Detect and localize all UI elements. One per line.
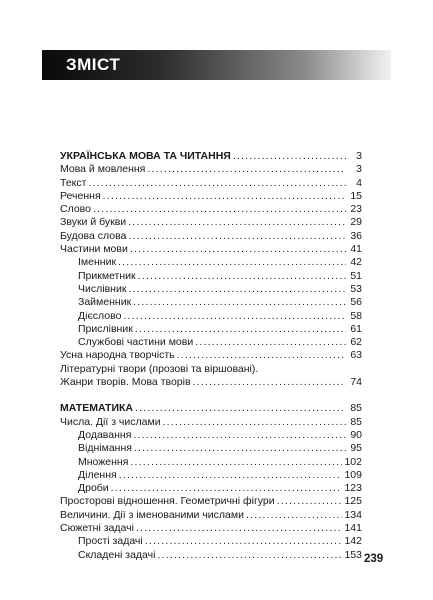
toc-entry-title: УКРАЇНСЬКА МОВА ТА ЧИТАННЯ bbox=[60, 150, 231, 162]
toc-entry-title: Звуки й букви bbox=[60, 216, 127, 229]
toc-dot-leader bbox=[136, 522, 343, 535]
toc-entry-page: 4 bbox=[356, 176, 362, 189]
toc-entry-page: 153 bbox=[344, 548, 362, 561]
toc-dot-leader bbox=[145, 535, 343, 548]
toc-dot-leader bbox=[103, 190, 346, 203]
toc-entry-title: Займенник bbox=[78, 296, 132, 309]
toc-entry bbox=[60, 442, 362, 455]
toc-entry bbox=[60, 482, 362, 495]
toc-entry-title: Числівник bbox=[78, 282, 127, 295]
toc-entry bbox=[60, 283, 362, 296]
toc-dot-leader bbox=[134, 442, 346, 455]
toc-entry-title: Числа. Дії з числами bbox=[60, 415, 161, 428]
toc-entry bbox=[60, 349, 362, 362]
toc-entry-page: 62 bbox=[350, 336, 362, 349]
table-of-contents bbox=[60, 150, 362, 562]
toc-dot-leader bbox=[128, 230, 346, 243]
toc-entry bbox=[60, 456, 362, 469]
toc-dot-leader bbox=[88, 177, 346, 190]
toc-entry bbox=[60, 323, 362, 336]
toc-entry-title: Слово bbox=[60, 203, 91, 216]
toc-entry bbox=[60, 402, 362, 415]
toc-entry-page: 141 bbox=[344, 522, 362, 535]
toc-entry bbox=[60, 177, 362, 190]
toc-dot-leader bbox=[123, 310, 346, 323]
toc-dot-leader bbox=[193, 376, 346, 389]
toc-entry-page: 95 bbox=[350, 442, 362, 455]
toc-entry-title: Частини мови bbox=[60, 243, 128, 256]
toc-entry-page: 29 bbox=[350, 216, 362, 229]
toc-entry bbox=[60, 230, 362, 243]
toc-dot-leader bbox=[111, 482, 343, 495]
toc-entry-title: Величини. Дії з іменованими числами bbox=[60, 508, 244, 521]
toc-entry-page: 41 bbox=[350, 243, 362, 256]
toc-dot-leader bbox=[130, 243, 346, 256]
toc-entry-title: Іменник bbox=[78, 256, 117, 269]
toc-entry-page: 61 bbox=[350, 322, 362, 335]
toc-entry bbox=[60, 216, 362, 229]
toc-entry-title: Текст bbox=[60, 176, 87, 189]
toc-entry-page: 3 bbox=[356, 150, 362, 162]
toc-dot-leader bbox=[177, 349, 346, 362]
toc-dot-leader bbox=[133, 429, 346, 442]
toc-entry-page: 134 bbox=[344, 508, 362, 521]
toc-entry-title: Дроби bbox=[78, 482, 109, 495]
toc-entry-page: 42 bbox=[350, 256, 362, 269]
toc-entry bbox=[60, 163, 362, 176]
page-number: 239 bbox=[364, 553, 384, 565]
toc-entry-title: Прикметник bbox=[78, 269, 136, 282]
toc-entry bbox=[60, 296, 362, 309]
toc-entry-title: Службові частини мови bbox=[78, 336, 194, 349]
toc-entry-page: 85 bbox=[350, 415, 362, 428]
toc-dot-leader bbox=[119, 469, 343, 482]
toc-entry-page: 53 bbox=[350, 282, 362, 295]
toc-entry-title: Прості задачі bbox=[78, 535, 143, 548]
toc-entry bbox=[60, 336, 362, 349]
toc-entry bbox=[60, 522, 362, 535]
toc-entry-title: Мова й мовлення bbox=[60, 163, 146, 176]
toc-entry-page: 63 bbox=[350, 349, 362, 362]
toc-entry bbox=[60, 495, 362, 508]
toc-entry-page: 3 bbox=[356, 163, 362, 176]
toc-dot-leader bbox=[233, 150, 346, 163]
toc-entry-title: Віднімання bbox=[78, 442, 132, 455]
toc-dot-leader bbox=[246, 509, 343, 522]
toc-entry bbox=[60, 376, 362, 389]
toc-entry bbox=[60, 509, 362, 522]
toc-entry-title: Речення bbox=[60, 189, 101, 202]
toc-entry-title: Жанри творів. Мова творів bbox=[60, 376, 191, 389]
toc-dot-leader bbox=[157, 549, 342, 562]
toc-entry-title: Будова слова bbox=[60, 229, 127, 242]
toc-dot-leader bbox=[128, 283, 346, 296]
toc-dot-leader bbox=[130, 456, 342, 469]
toc-dot-leader bbox=[147, 163, 346, 176]
page-title: ЗМІСТ bbox=[66, 55, 121, 74]
toc-entry bbox=[60, 256, 362, 269]
toc-entry bbox=[60, 203, 362, 216]
toc-entry-title: Складені задачі bbox=[78, 548, 156, 561]
toc-entry-title: Ділення bbox=[78, 468, 117, 481]
toc-entry-page: 23 bbox=[350, 203, 362, 216]
toc-entry-title: Літературні твори (прозові та віршовані). bbox=[60, 362, 259, 375]
toc-entry-title: Сюжетні задачі bbox=[60, 522, 134, 535]
toc-dot-leader bbox=[138, 270, 346, 283]
header-bar bbox=[42, 50, 391, 80]
toc-entry-title: МАТЕМАТИКА bbox=[60, 402, 133, 415]
toc-entry bbox=[60, 190, 362, 203]
toc-entry-page: 56 bbox=[350, 296, 362, 309]
toc-entry-title: Просторові відношення. Геометричні фігури bbox=[60, 495, 275, 508]
toc-entry-title: Множення bbox=[78, 455, 129, 468]
toc-entry bbox=[60, 469, 362, 482]
toc-entry-title: Прислівник bbox=[78, 322, 133, 335]
toc-dot-leader bbox=[133, 296, 346, 309]
toc-entry-title: Дієслово bbox=[78, 309, 122, 322]
toc-entry bbox=[60, 549, 362, 562]
toc-entry bbox=[60, 270, 362, 283]
toc-entry-page: 85 bbox=[350, 402, 362, 415]
toc-dot-leader bbox=[135, 323, 346, 336]
toc-entry-page: 125 bbox=[344, 495, 362, 508]
toc-entry bbox=[60, 363, 362, 376]
toc-entry-page: 90 bbox=[350, 428, 362, 441]
toc-entry bbox=[60, 429, 362, 442]
toc-entry bbox=[60, 416, 362, 429]
toc-entry-page: 102 bbox=[344, 455, 362, 468]
toc-entry bbox=[60, 243, 362, 256]
toc-entry-page: 109 bbox=[344, 468, 362, 481]
toc-entry-page: 123 bbox=[344, 482, 362, 495]
toc-dot-leader bbox=[195, 336, 346, 349]
toc-entry bbox=[60, 150, 362, 163]
toc-dot-leader bbox=[118, 256, 346, 269]
toc-entry bbox=[60, 535, 362, 548]
toc-dot-leader bbox=[135, 402, 346, 415]
toc-dot-leader bbox=[128, 216, 346, 229]
toc-entry-page: 51 bbox=[350, 269, 362, 282]
toc-entry-page: 142 bbox=[344, 535, 362, 548]
toc-entry-page: 58 bbox=[350, 309, 362, 322]
toc-entry-page: 36 bbox=[350, 229, 362, 242]
toc-dot-leader bbox=[93, 203, 346, 216]
toc-entry-page: 15 bbox=[350, 189, 362, 202]
section-gap bbox=[60, 389, 362, 402]
toc-entry-page: 74 bbox=[350, 376, 362, 389]
toc-dot-leader bbox=[163, 416, 346, 429]
toc-entry-title: Додавання bbox=[78, 428, 132, 441]
toc-dot-leader bbox=[277, 495, 343, 508]
toc-entry-title: Усна народна творчість bbox=[60, 349, 175, 362]
toc-entry bbox=[60, 310, 362, 323]
